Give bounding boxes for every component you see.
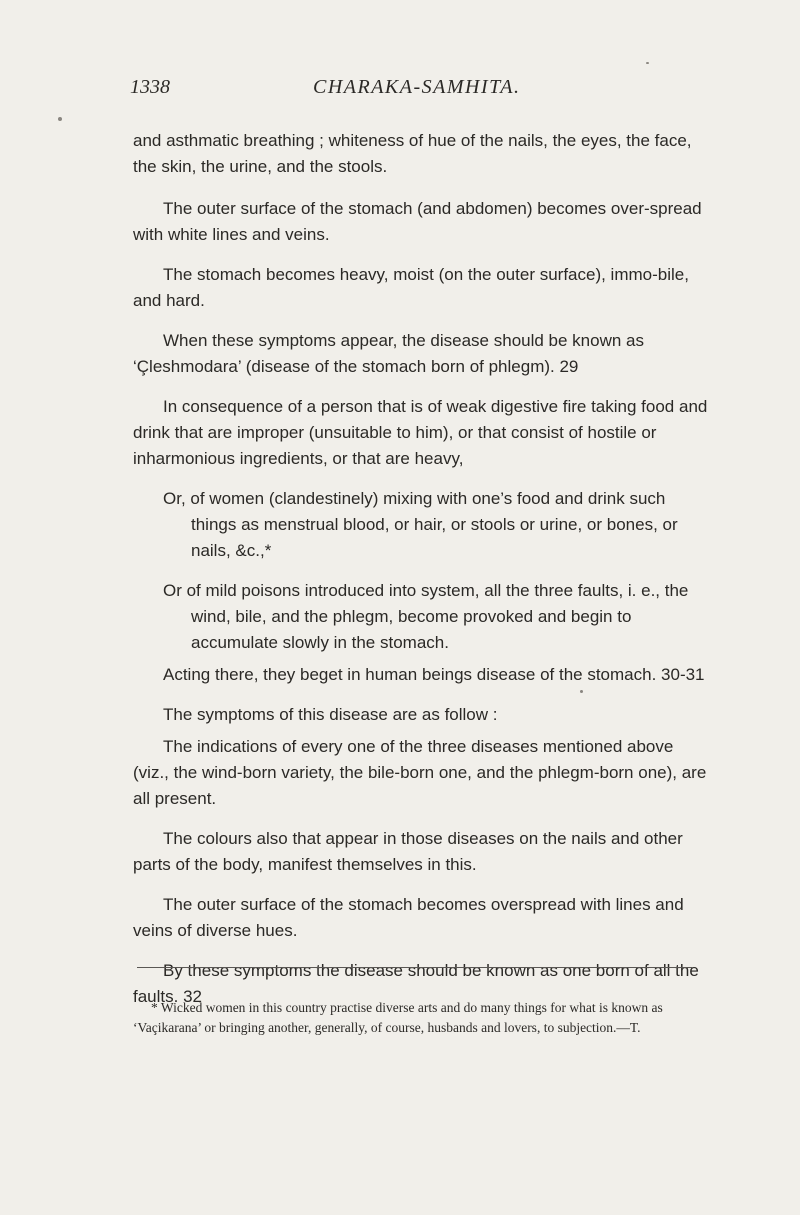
page-header <box>130 76 690 104</box>
paragraph-continuation: and asthmatic breathing ; whiteness of hue of the nails, the eyes, the face, the skin, the urine, and the stools. <box>133 131 692 176</box>
paragraph: The stomach becomes heavy, moist (on the outer surface), immo-bile, and hard. <box>133 265 689 310</box>
paper-speck <box>58 117 62 121</box>
paragraph: The symptoms of this disease are as follow : <box>163 705 498 724</box>
hanging-paragraph: Or, of women (clandestinely) mixing with one’s food and drink such things as menstrual blood, or hair, or stools or urine, or bones, or nails, &c.,* <box>163 489 678 560</box>
running-title: CHARAKA-SAMHITA. <box>313 76 521 98</box>
paragraph: The indications of every one of the three diseases mentioned above (viz., the wind-born variety, the bile-born one, and the phlegm-born one), are all present. <box>133 737 707 808</box>
paper-speck <box>646 62 649 64</box>
page-number: 1338 <box>130 76 170 98</box>
paragraph: When these symptoms appear, the disease should be known as ‘Çleshmodara’ (disease of the stomach born of phlegm). 29 <box>133 331 645 376</box>
footnote: * Wicked women in this country practise diverse arts and do many things for what is known as ‘Vaçikarana’ or bringing another, generally, of course, husbands and lovers, to subjection.—T. <box>133 999 663 1035</box>
paragraph: Acting there, they beget in human beings disease of the stomach. 30-31 <box>163 665 705 684</box>
paper-speck <box>580 690 583 693</box>
body-text <box>133 128 709 1024</box>
paragraph: In consequence of a person that is of weak digestive fire taking food and drink that are improper (unsuitable to him), or that consist of hostile or inharmonious ingredients, or that are heavy, <box>133 397 708 468</box>
paragraph: By these symptoms the disease should be known as one born of all the faults. 32 <box>133 961 699 1006</box>
paragraph: The outer surface of the stomach (and abdomen) becomes over-spread with white lines and veins. <box>133 199 702 244</box>
paragraph: The colours also that appear in those diseases on the nails and other parts of the body, manifest themselves in this. <box>133 829 683 874</box>
hanging-paragraph: Or of mild poisons introduced into system, all the three faults, i. e., the wind, bile, and the phlegm, become provoked and begin to accumulate slowly in the stomach. <box>163 581 689 652</box>
paragraph: The outer surface of the stomach becomes overspread with lines and veins of diverse hues. <box>133 895 684 940</box>
footnote-divider <box>137 967 692 968</box>
